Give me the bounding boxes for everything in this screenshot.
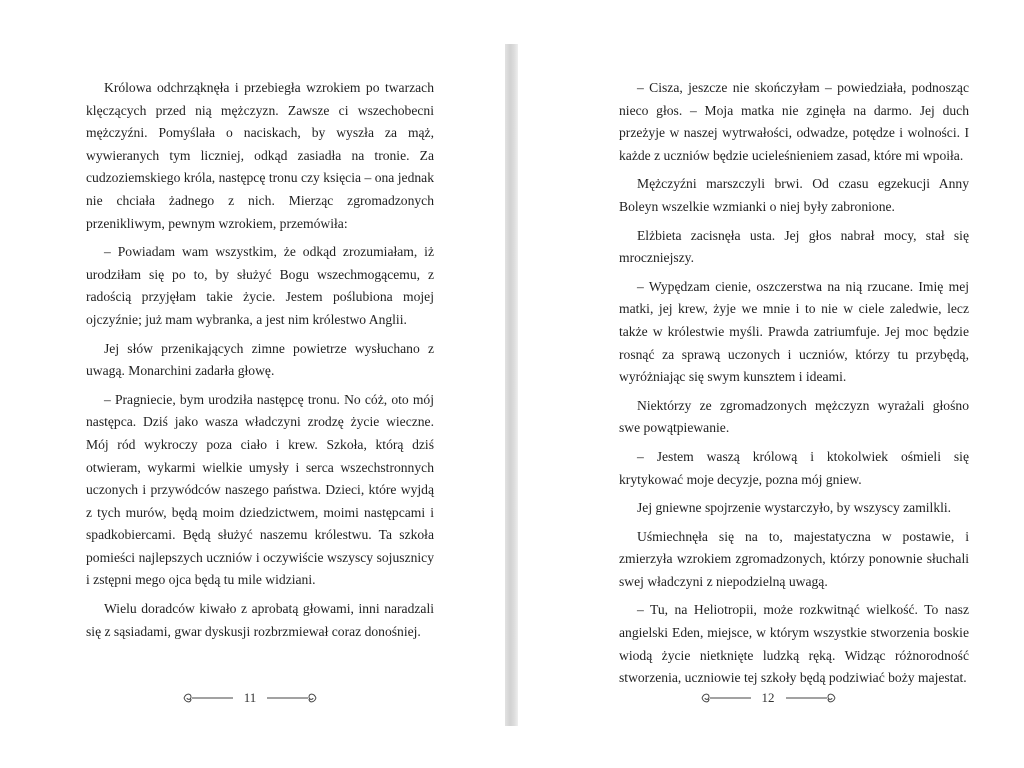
book-gutter bbox=[505, 44, 518, 726]
paragraph: Niektórzy ze zgromadzonych mężczyzn wyrażali głośno swe powątpiewanie. bbox=[619, 397, 969, 436]
paragraph: Jej gniewne spojrzenie wystarczyło, by wszyscy zamilkli. bbox=[637, 500, 952, 516]
paragraph: Wielu doradców kiwało z aprobatą głowami, inni naradzali się z sąsiadami, gwar dyskusji rozbrzmiewał coraz donośniej. bbox=[86, 601, 434, 639]
paragraph: – Tu, na Heliotropii, może rozkwitnąć wielkość. To nasz angielski Eden, miejsce, w którym wszystkie stworzenia boskie wiodą życie nietknięte ludzką ręką. Widząc różnorodność stworzenia, uczniowie tej szkoły będą podziwiać boży majestat. bbox=[619, 602, 969, 686]
paragraph: Mężczyźni marszczyli brwi. Od czasu egzekucji Anny Boleyn wszelkie wzmianki o niej były zabronione. bbox=[619, 176, 969, 214]
left-flourish-icon bbox=[700, 692, 752, 704]
page-number-footer bbox=[150, 688, 350, 708]
paragraph: Jej słów przenikających zimne powietrze wysłuchano z uwagą. Monarchini zadarła głowę. bbox=[86, 340, 434, 379]
paragraph: – Powiadam wam wszystkim, że odkąd zrozumiałam, iż urodziłam się po to, by służyć Bogu wszechmogącemu, z radością przyjęłam takie życie. Jestem poślubiona mojej ojczyźnie; już mam wybranka, a jest nim królestwo Anglii. bbox=[86, 244, 434, 327]
paragraph: Elżbieta zacisnęła usta. Jej głos nabrał mocy, stał się mroczniejszy. bbox=[619, 227, 969, 266]
paragraph: – Cisza, jeszcze nie skończyłam – powiedziała, podnosząc nieco głos. – Moja matka nie zginęła na darmo. Jej duch przeżyje w naszej wytrwałości, odwadze, potędze i wolności. I każde z uczniów będzie ucieleśnieniem zasad, które mi wpoiła. bbox=[619, 80, 969, 163]
right-page bbox=[518, 0, 1024, 768]
page-number-footer bbox=[668, 688, 868, 708]
right-flourish-icon bbox=[266, 692, 318, 704]
right-page-text bbox=[619, 77, 969, 690]
paragraph: Królowa odchrząknęła i przebiegła wzrokiem po twarzach klęczących przed nią mężczyzn. Zawsze ci wszechobecni mężczyźni. Pomyślała o naciskach, by wyszła za mąż, wywieranych tym liczniej, odkąd zasiadła na tronie. Za cudzoziemskiego króla, następcę tronu czy księcia – ona jednak nie chciała żadnego z nich. Mierząc zgromadzonych przenikliwym, pewnym wzrokiem, przemówiła: bbox=[86, 80, 434, 231]
page-number: 12 bbox=[761, 690, 775, 705]
left-page bbox=[0, 0, 505, 768]
right-flourish-icon bbox=[785, 692, 837, 704]
left-page-text bbox=[86, 77, 434, 643]
page-number: 11 bbox=[243, 690, 257, 705]
paragraph: – Pragniecie, bym urodziła następcę tronu. No cóż, oto mój następca. Dziś jako wasza władczyni zrodzę życie wieczne. Mój ród wykroczy poza ciało i krew. Szkoła, którą dziś otwieram, wykarmi wielkie umysły i serca wszechstronnych uczonych i przywódców naszego państwa. Dzieci, które wyjdą z tych murów, będą moim dziedzictwem, moimi następcami i spadkobiercami. Będą służyć naszemu królestwu. Ta szkoła pomieści najlepszych uczniów i oczywiście wszyscy sojusznicy i zstępni mego ojca będą tu mile widziani. bbox=[86, 391, 434, 588]
paragraph: – Jestem waszą królową i ktokolwiek ośmieli się krytykować moje decyzje, pozna mój gniew. bbox=[619, 448, 969, 487]
left-flourish-icon bbox=[182, 692, 234, 704]
paragraph: – Wypędzam cienie, oszczerstwa na nią rzucane. Imię mej matki, jej krew, żyje we mnie i to nie w ciele zaledwie, lecz także w królestwie myśli. Prawda zatriumfuje. Jej moc będzie rosnąć za sprawą uczonych i uczniów, którzy tu przybędą, wyróżniając się swym kunsztem i ideami. bbox=[619, 278, 969, 385]
paragraph: Uśmiechnęła się na to, majestatyczna w postawie, i zmierzyła wzrokiem zgromadzonych, którzy ponownie słuchali swej władczyni z niepodzielną uwagą. bbox=[619, 528, 969, 589]
